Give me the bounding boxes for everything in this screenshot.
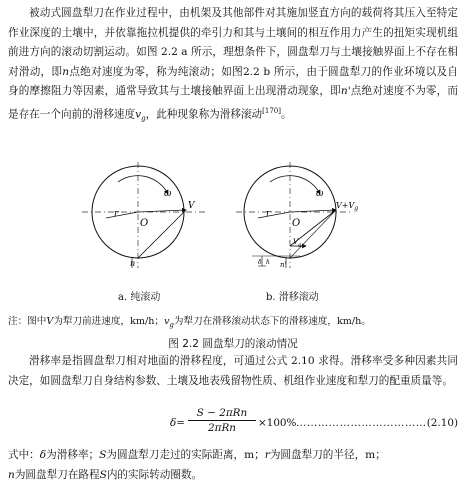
velocity-label: V [188, 201, 195, 211]
omega-label: ω [164, 189, 172, 199]
text-line: 压入至特定作业深度的土壤中，并依靠拖拉机提供的牵引力和其与土壤间的相互作用 [8, 7, 459, 39]
text-line: 2.2 b 所示，由于圆盘犁刀的作业环境以及自身的摩擦阻力等因素，通常导致其与土 [8, 65, 458, 98]
omega-label: ω [316, 189, 324, 199]
text-line: 点绝对速度不为零，而是存在一个向前的滑移速度 [8, 85, 459, 121]
note-text: 为犁刀在滑移滚动状态下的滑移速度，km/h。 [173, 316, 371, 327]
variable: v [163, 316, 170, 327]
note-text: 注：图中 [8, 316, 47, 327]
contact-label: n [130, 259, 136, 268]
variable: δ [39, 449, 47, 461]
figure-note [8, 313, 371, 329]
symbol-legend [8, 446, 458, 485]
slip-rolling-diagram [236, 162, 358, 269]
rotation-arrow [270, 176, 320, 194]
equation-lhs: δ= [170, 417, 185, 429]
radius-line [106, 212, 138, 218]
note-text: 为犁刀前进速度，km/h； [53, 316, 164, 327]
subscript: g [141, 114, 146, 123]
slip-rate-paragraph [8, 352, 458, 391]
text-line: 和犁刀的配重质量等。 [347, 374, 453, 387]
subscript: g [169, 320, 174, 329]
legend-text: 为圆盘犁刀在路程 [14, 468, 100, 481]
combined-velocity-label: $V+V_g$ [336, 201, 359, 212]
figure-title: 图 2.2 圆盘犁刀的滚动情况 [168, 338, 298, 350]
center-label: O [140, 218, 149, 229]
numerator: S − 2πRn [188, 407, 256, 421]
center-label: O [292, 218, 301, 229]
delta-label: δ [258, 259, 262, 266]
equation-leader-dots: ……………………………… [296, 417, 427, 429]
intro-paragraph [8, 4, 458, 129]
text-line: 力产生的扭矩实现机组前进方向的滚动切割运动。如图 2.2 a 所示，理想条件下，圆 [8, 26, 459, 59]
text-line: 壤接触界面上出现滑动现象，即 [190, 85, 341, 98]
radius-label: r [266, 209, 271, 219]
variable: S [99, 449, 107, 461]
rotation-arrow [118, 176, 168, 194]
caption-a: a. 纯滚动 [118, 292, 161, 303]
equation-fraction [188, 407, 256, 434]
contact-label: n' [280, 261, 287, 269]
citation: [170] [262, 106, 281, 115]
radius-label: r [114, 209, 119, 219]
legend-text: 式中： [8, 449, 40, 461]
text-line: 点绝对速度为零，称为纯滚动；如图 [69, 65, 243, 78]
variable: S [99, 468, 107, 481]
variable: n [62, 65, 70, 78]
caption-b: b. 滑移滚动 [266, 292, 319, 303]
text-line: 被动式圆盘犁刀在作业过程中，由机架及其他部件对其施加竖直方向的载荷将其 [29, 7, 405, 19]
legend-text: 为圆盘犁刀走过的实际距离，m； [106, 449, 265, 461]
equation-times: ×100% [258, 417, 297, 429]
text-line: 盘犁刀与土壤接触界面上不存在相对滑动，即 [8, 46, 459, 78]
text-line: 滑移率是指圆盘犁刀相对地面的滑移程度，可通过公式 2.10 求得。滑移率受多 [29, 355, 405, 367]
variable: v [135, 108, 142, 121]
variable: V [46, 316, 54, 327]
text-line: 。 [280, 108, 292, 121]
legend-text: 为滑移率； [46, 449, 100, 461]
denominator: 2πRn [208, 422, 236, 434]
equation-2-10 [0, 407, 466, 441]
pure-rolling-diagram [82, 162, 206, 268]
variable: n' [340, 85, 351, 98]
text-line: ，此种现象称为滑移滚动 [145, 108, 263, 121]
radius-line [258, 212, 290, 218]
slip-velocity-label: $V_g$ [293, 238, 302, 248]
text-line: 种因素共同决定，如圆盘犁刀自身结构参数、土壤及地表残留物性质、机组作业速度 [8, 355, 459, 387]
legend-text: 为圆盘犁刀的半径，m； [269, 449, 386, 461]
legend-text: 内的实际转动圈数。 [106, 468, 203, 481]
variable: n [8, 468, 15, 481]
variable: r [264, 449, 270, 461]
height-label: h [266, 259, 270, 266]
equation-number: (2.10) [426, 417, 458, 429]
rolling-diagram [0, 160, 466, 308]
